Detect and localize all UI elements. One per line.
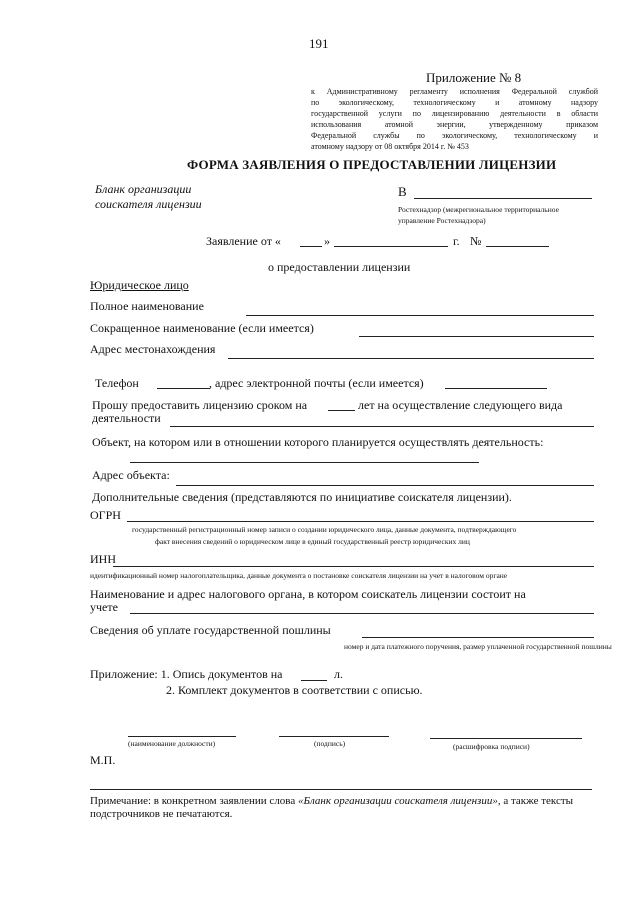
stamp-label: М.П. [90,753,116,767]
footnote [90,795,573,807]
license-term-field[interactable] [328,410,355,411]
email-field[interactable] [445,388,547,389]
inn-field[interactable] [113,566,594,567]
form-title: ФОРМА ЗАЯВЛЕНИЯ О ПРЕДОСТАВЛЕНИИ ЛИЦЕНЗИИ [187,157,557,172]
application-year: г. [453,234,460,248]
address-label: Адрес местонахождения [90,342,216,356]
phone-label: Телефон [95,376,139,390]
application-day-field[interactable] [300,246,322,247]
addressee-field[interactable] [414,198,592,199]
state-duty-label: Сведения об уплате государственной пошлины [90,623,331,637]
signature-caption: (подпись) [314,739,346,748]
attachments-unit: л. [334,667,343,681]
blank-org-line: Бланк организации [95,182,192,196]
object-label: Объект, на котором или в отношении которого планируется осуществлять деятельность: [92,435,544,449]
signature-field[interactable] [279,736,389,737]
object-address-label: Адрес объекта: [92,468,170,482]
appendix-line: атомному надзору от 08 октября 2014 г. № 453 [311,142,469,151]
additional-info-label: Дополнительные сведения (представляются по инициативе соискателя лицензии). [92,490,512,504]
footnote-line-2: подстрочников не печатаются. [90,808,233,820]
section-legal-entity: Юридическое лицо [90,278,189,292]
appendix-line: к Административному регламенту исполнения Федеральной службой [311,87,598,96]
form-subtitle: о предоставлении лицензии [268,260,411,274]
position-field[interactable] [128,736,236,737]
footnote-suffix: , а также тексты [497,795,574,807]
footnote-prefix: Примечание: в конкретном заявлении слова [90,795,296,807]
inn-note: идентификационный номер налогоплательщика, данные документа о постановке соискателя лицензии на учет в налоговом органе [90,571,508,580]
ogrn-note: факт внесения сведений о юридическом лице в единый государственный реестр юридических лиц [155,537,470,546]
addressee-prefix: В [398,184,407,199]
short-name-field[interactable] [359,336,594,337]
note-separator [90,789,592,790]
phone-field[interactable] [157,388,210,389]
state-duty-note: номер и дата платежного поручения, размер уплаченной государственной пошлины [344,642,612,651]
decode-caption: (расшифровка подписи) [453,742,530,751]
attachments-label: Приложение: 1. Опись документов на [90,667,283,681]
application-month-field[interactable] [334,246,448,247]
email-label: , адрес электронной почты (если имеется) [209,376,424,390]
addressee-note: Ростехнадзор (межрегиональное территориальное [398,205,559,214]
application-from: Заявление от « [206,234,281,248]
addressee-note: управление Ростехнадзора) [398,216,486,225]
blank-org-line: соискателя лицензии [95,197,202,211]
appendix-line: Федеральной службы по экологическому, технологическому и [311,131,598,140]
object-field[interactable] [130,462,479,463]
state-duty-field[interactable] [362,637,594,638]
page-number: 191 [309,36,329,51]
decode-field[interactable] [430,738,582,739]
application-close-quote: » [324,234,330,248]
application-number-field[interactable] [486,246,549,247]
full-name-label: Полное наименование [90,299,204,313]
footnote-italic: «Бланк организации соискателя лицензии» [298,795,498,807]
appendix-title: Приложение № 8 [426,70,522,85]
request-text: лет на осуществление следующего вида [358,398,563,412]
appendix-line: по экологическому, технологическому и атомному надзору [311,98,598,107]
tax-authority-label: учете [90,600,118,614]
application-number-sign: № [470,234,482,248]
ogrn-field[interactable] [127,521,594,522]
object-address-field[interactable] [176,485,594,486]
tax-authority-label: Наименование и адрес налогового органа, в котором соискатель лицензии состоит на [90,587,526,601]
appendix-line: государственной услуги по лицензированию деятельности в области [311,109,598,118]
appendix-line: использования атомной энергии, утвержденному приказом [311,120,598,129]
short-name-label: Сокращенное наименование (если имеется) [90,321,314,335]
position-caption: (наименование должности) [128,739,216,748]
request-text: Прошу предоставить лицензию сроком на [92,398,308,412]
attachments-pages-field[interactable] [301,680,327,681]
full-name-field[interactable] [246,315,594,316]
ogrn-note: государственный регистрационный номер записи о создании юридического лица, данные документа, подтверждающего [132,525,517,534]
attachments-item-2: 2. Комплект документов в соответствии с описью. [166,683,423,697]
inn-label: ИНН [90,552,116,566]
request-text: деятельности [92,411,161,425]
tax-authority-field[interactable] [130,613,594,614]
address-field[interactable] [228,358,594,359]
activity-field[interactable] [170,426,594,427]
ogrn-label: ОГРН [90,508,121,522]
